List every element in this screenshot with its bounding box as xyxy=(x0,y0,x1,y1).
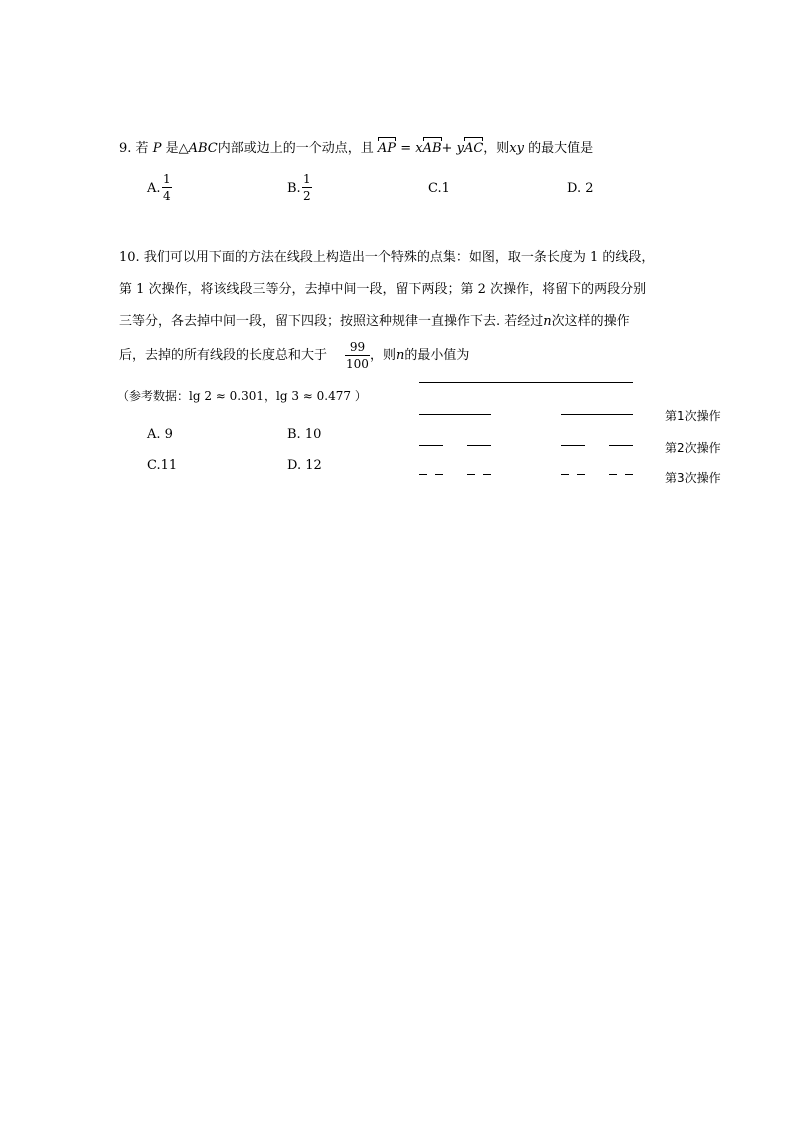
segment-op3-2 xyxy=(435,474,443,475)
segment-op3-4 xyxy=(483,474,491,475)
q9-option-d-value: 2 xyxy=(585,181,594,196)
q9-text-3: 内部或边上的一个动点，且 xyxy=(217,141,374,156)
op3-label: 第3次操作 xyxy=(665,471,721,485)
q9-option-d xyxy=(567,182,594,195)
q10-option-b-value: 10 xyxy=(304,427,322,442)
op2-label: 第2次操作 xyxy=(665,441,721,455)
q9-x: x xyxy=(415,141,423,156)
q9-vector-ab: AB xyxy=(422,141,442,156)
q9-plus: + xyxy=(441,141,453,156)
q9-text-5: 的最大值是 xyxy=(528,141,594,156)
q9-option-a-numerator: 1 xyxy=(163,172,171,186)
q10-option-a xyxy=(147,428,173,441)
q9-option-a-denominator: 4 xyxy=(163,189,171,203)
q9-option-c-value: 1 xyxy=(441,181,450,196)
q10-option-d-value: 12 xyxy=(305,458,322,473)
q10-option-d-label: D. xyxy=(287,458,302,473)
q9-option-c-label: C. xyxy=(428,181,442,196)
q10-option-c-value: 11 xyxy=(160,458,178,473)
segment-op2-3 xyxy=(561,445,585,446)
segment-op1-left xyxy=(419,414,491,415)
q10-number: 10. xyxy=(119,250,140,265)
q10-option-c xyxy=(147,459,177,472)
q9-stem xyxy=(119,142,593,155)
q10-line-3 xyxy=(119,315,630,328)
q10-line-4a: 后，去掉的所有线段的长度总和大于 xyxy=(119,348,328,363)
q9-option-b-denominator: 2 xyxy=(303,189,311,203)
segment-op3-8 xyxy=(625,474,633,475)
q10-variable-n: n xyxy=(543,314,552,329)
q9-y: y xyxy=(456,141,464,156)
q9-number: 9. xyxy=(119,141,132,156)
q10-option-a-value: 9 xyxy=(164,427,173,442)
q10-text-line-4b: ，则 xyxy=(370,348,397,363)
q9-vector-ac: AC xyxy=(463,141,484,156)
q10-text-line-1: 我们可以用下面的方法在线段上构造出一个特殊的点集：如图，取一条长度为 1 的线段， xyxy=(143,250,655,265)
q9-option-b-numerator: 1 xyxy=(303,172,311,186)
q9-option-b-fraction xyxy=(302,173,312,202)
q9-text-1: 若 xyxy=(135,141,149,156)
q10-text-line-4c: 的最小值为 xyxy=(404,348,470,363)
segment-op3-1 xyxy=(419,474,427,475)
op1-label: 第1次操作 xyxy=(665,409,721,423)
q10-option-d xyxy=(287,459,322,472)
q9-option-a-label: A. xyxy=(147,181,161,196)
q9-text-4: ，则 xyxy=(483,141,510,156)
q10-option-b xyxy=(287,428,321,441)
q10-fraction-denominator: 100 xyxy=(346,357,369,371)
q10-line-2: 第 1 次操作，将该线段三等分，去掉中间一段，留下两段；第 2 次操作，将留下的两段分别 xyxy=(119,282,647,297)
q10-fraction-numerator: 99 xyxy=(349,340,366,354)
q9-equals: = xyxy=(400,141,412,156)
q9-option-d-label: D. xyxy=(567,181,582,196)
segment-op2-4 xyxy=(609,445,633,446)
segment-op2-1 xyxy=(419,445,443,446)
q10-reference-data: （参考数据：lg 2 ≈ 0.301，lg 3 ≈ 0.477 ） xyxy=(117,389,367,403)
q9-xy: xy xyxy=(509,141,524,156)
q10-fraction xyxy=(345,341,370,370)
q9-text-2: 是 xyxy=(165,141,179,156)
segment-op1-right xyxy=(561,414,633,415)
segment-op3-6 xyxy=(577,474,585,475)
q9-point-p: P xyxy=(152,141,162,156)
q9-option-a-fraction xyxy=(162,173,172,202)
q9-triangle-abc: ABC xyxy=(188,141,218,156)
q10-line-4b xyxy=(370,349,469,362)
segment-op3-7 xyxy=(609,474,617,475)
segment-op3-5 xyxy=(561,474,569,475)
q9-option-b-label: B. xyxy=(287,181,301,196)
q9-vector-ap: AP xyxy=(377,141,397,156)
q10-variable-n-2: n xyxy=(396,348,405,363)
q10-text-line-3a: 三等分，各去掉中间一段，留下四段；按照这种规律一直操作下去. 若经过 xyxy=(119,314,544,329)
segment-op2-2 xyxy=(467,445,491,446)
q10-text-line-3b: 次这样的操作 xyxy=(551,314,630,329)
q9-triangle-symbol: △ xyxy=(178,141,189,156)
q10-option-c-label: C. xyxy=(147,458,161,473)
q10-line-1 xyxy=(119,251,654,264)
q9-option-c xyxy=(428,182,450,195)
segment-op3-3 xyxy=(467,474,475,475)
q10-option-b-label: B. xyxy=(287,427,301,442)
segment-original xyxy=(419,382,633,383)
q10-option-a-label: A. xyxy=(147,427,161,442)
